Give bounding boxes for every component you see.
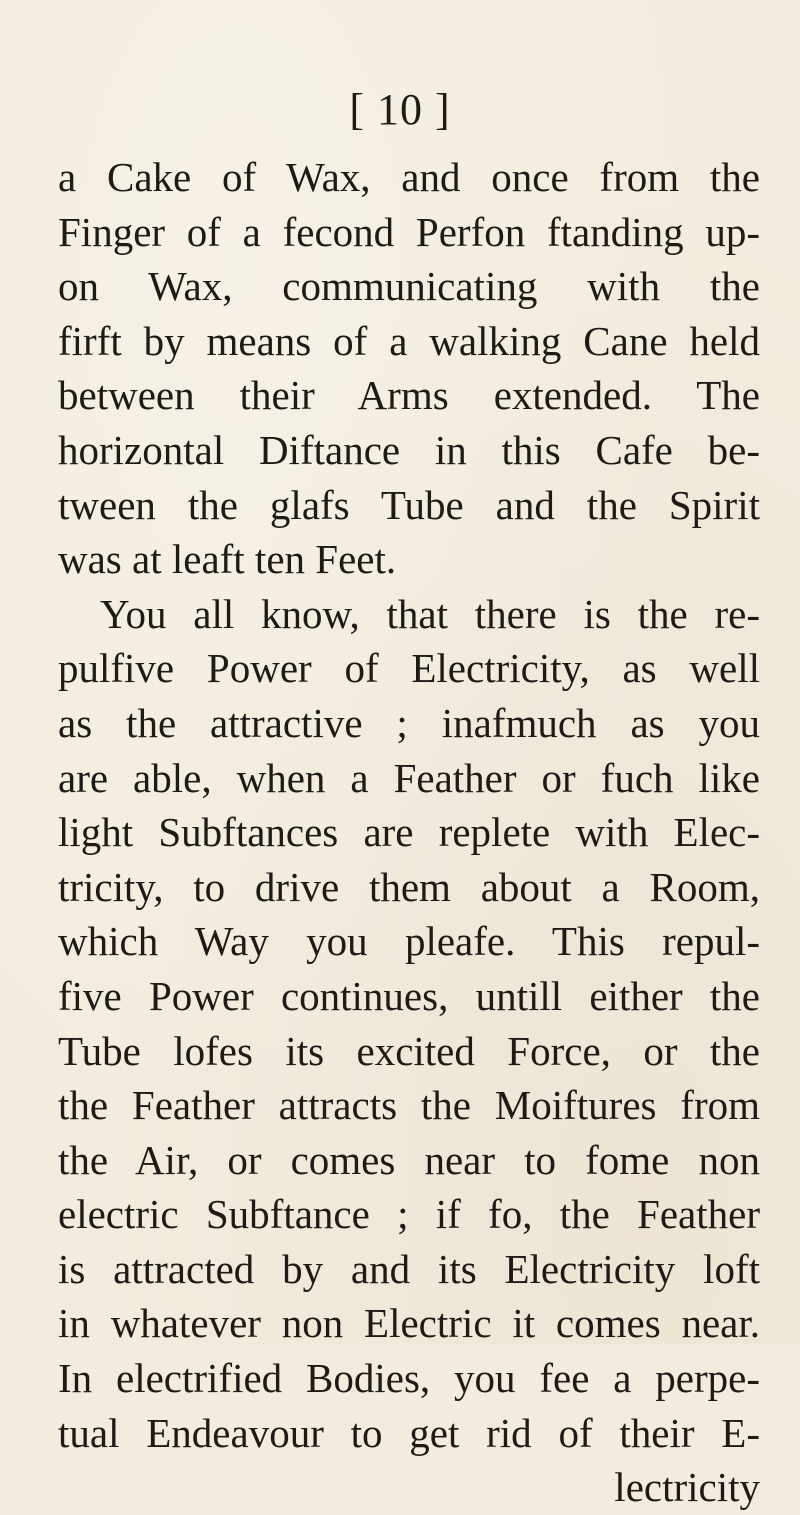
paragraph-start-line: You all know, that there is the re- xyxy=(100,590,760,637)
text-line: in whatever non Electric it comes near. xyxy=(58,1300,760,1347)
text-line: Finger of a fecond Perfon ftanding up- xyxy=(58,208,760,255)
text-line: tween the glafs Tube and the Spirit xyxy=(58,481,760,528)
body-text xyxy=(58,150,760,1515)
text-line: In electrified Bodies, you fee a perpe- xyxy=(58,1355,760,1402)
text-line: firft by means of a walking Cane held xyxy=(58,317,760,364)
text-line: five Power continues, untill either the xyxy=(58,972,760,1019)
text-line: on Wax, communicating with the xyxy=(58,263,760,310)
text-line: electric Subftance ; if fo, the Feather xyxy=(58,1191,760,1238)
text-line: was at leaft ten Feet. xyxy=(58,536,397,583)
text-line: as the attractive ; inafmuch as you xyxy=(58,699,760,746)
text-line: a Cake of Wax, and once from the xyxy=(58,154,760,200)
text-line: between their Arms extended. The xyxy=(58,372,760,419)
text-line: which Way you pleafe. This repul- xyxy=(58,918,760,965)
text-line: pulfive Power of Electricity, as well xyxy=(58,645,760,692)
text-line: tricity, to drive them about a Room, xyxy=(58,863,760,910)
text-line: light Subftances are replete with Elec- xyxy=(58,809,760,856)
text-line: the Feather attracts the Moiftures from xyxy=(58,1082,760,1129)
text-line: horizontal Diftance in this Cafe be- xyxy=(58,426,760,473)
text-line: Tube lofes its excited Force, or the xyxy=(58,1027,760,1074)
catchword-line: lectricity xyxy=(614,1464,760,1511)
text-line: are able, when a Feather or fuch like xyxy=(58,754,760,801)
text-line: tual Endeavour to get rid of their E- xyxy=(58,1409,760,1456)
page-number: [ 10 ] xyxy=(349,85,451,134)
text-line: is attracted by and its Electricity loft xyxy=(58,1245,760,1292)
text-line: the Air, or comes near to fome non xyxy=(58,1136,760,1183)
